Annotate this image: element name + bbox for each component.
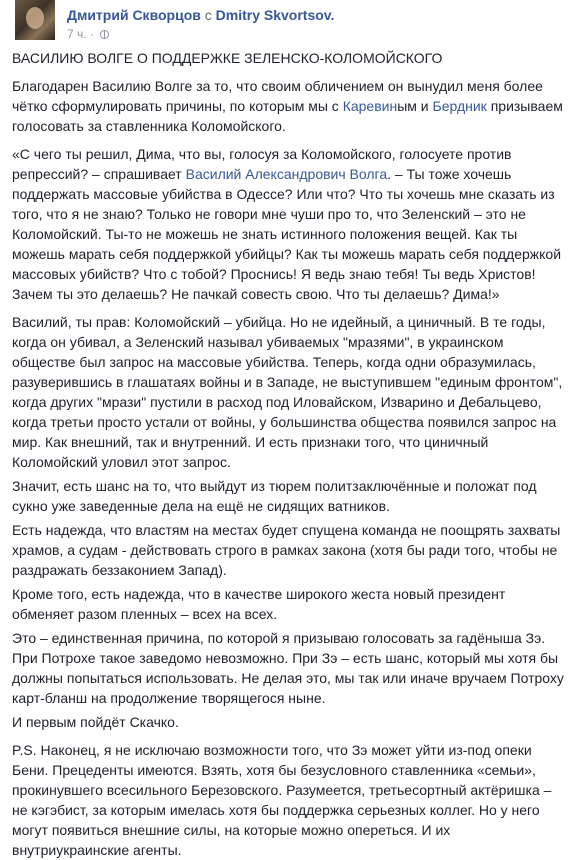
mention-link-karevin[interactable]: Каревин — [342, 98, 398, 114]
post-timestamp[interactable]: 7 ч. — [67, 27, 87, 41]
mention-link-volga[interactable]: Василий Александрович Волга — [185, 166, 388, 182]
intro-text-c: призываем голосовать за ставленника Коломойского. — [12, 98, 563, 134]
intro-text-a: Благодарен Василию Волге за то, что своим обличением он вынудил меня более чётко сформулировать причины, по которым мы с — [12, 78, 543, 114]
post-title: ВАСИЛИЮ ВОЛГЕ О ПОДДЕРЖКЕ ЗЕЛЕНСКО-КОЛОМОЙСКОГО — [12, 50, 443, 66]
paragraph-hope: Есть надежда, что властям на местах будет спущена команда не поощрять захваты храмов, а судам - действовать строго в рамках закона (хотя бы ради того, чтобы не раздражать беззаконием Запад). — [12, 522, 561, 578]
paragraph-ps: P.S. Наконец, я не исключаю возможности того, что Зэ может уйти из-под опеки Бени. Прецеденты имеются. Взять, хотя бы безусловного ставленника «семьи», прокинувшего всесильного Березовского. Разумеется, третьесортный актёришка – не кэгэбист, за которым имелась хотя бы поддержка серьезных коллег. Но у него могут появиться внешние силы, на которые можно опереться. И их внутриукраинские агенты. — [12, 742, 552, 858]
author-connector: с — [204, 7, 212, 23]
paragraph-prisoners: Значит, есть шанс на то, что выйдут из тюрем политзаключённые и положат под сукно уже заведенные дела на ещё не сидящих ватников. — [12, 478, 537, 514]
author-line — [67, 7, 334, 23]
post-meta — [67, 27, 109, 41]
paragraph-skachko: И первым пойдёт Скачко. — [12, 714, 179, 730]
intro-text-b: ым и — [397, 98, 433, 114]
paragraph-reply: Василий, ты прав: Коломойский – убийца. Но не идейный, а циничный. В те годы, когда он убивал, а Зеленский называл убиваемых "мразями", в украинском обществе был запрос на массовые убийства. Теперь, когда одни образумилась, разуверившись в глашатаях войны и в Западе, не выступившем "единым фронтом", когда других "мрази" пустили в расход под Иловайском, Изварино и Дебальцево, когда третьи просто устали от войны, у большинства общества появился запрос на мир. Как внешний, так и внутренний. И есть признаки того, что циничный Коломойский уловил этот запрос. — [12, 314, 563, 470]
paragraph-quote — [12, 144, 569, 304]
post-body — [11, 48, 569, 860]
mention-link-berdnik[interactable]: Бердник — [432, 98, 487, 114]
quote-text-a: «С чего ты решил, Дима, что вы, голосуя за Коломойского, голосуете против репрессий? – спрашивает — [12, 146, 512, 182]
tagged-author-link[interactable]: Dmitry Skvortsov. — [215, 7, 335, 23]
quote-text-b: . – Ты тоже хочешь поддержать массовые убийства в Одессе? Или что? Что ты хочешь мне сказать из того, что я не знаю? Только не говори мне чуши про то, что Зеленский – это не Коломойский. Ты-то не можешь не знать истинного положения вещей. Как ты можешь марать себя поддержкой убийцы? Как ты можешь марать себя поддержкой массовых убийств? Что с тобой? Проснись! Я ведь знаю тебя! Ты ведь Христов! Зачем ты это делаешь? Не пачкай совесть свою. Что ты делаешь? Дима!» — [12, 166, 562, 302]
globe-icon[interactable] — [100, 30, 109, 39]
avatar[interactable] — [15, 0, 55, 40]
paragraph-reason: Это – единственная причина, по которой я призываю голосовать за гадёныша Зэ. При Потрохе такое заведомо невозможно. При Зэ – есть шанс, который мы хотя бы должны попытаться использовать. Не делая это, мы так или иначе вручаем Потроху карт-бланш на продолжение творящегося ныне. — [12, 630, 564, 706]
paragraph-intro — [12, 76, 569, 136]
meta-separator: · — [89, 27, 94, 41]
author-name-link[interactable]: Дмитрий Скворцов — [67, 7, 201, 23]
post-header — [11, 0, 569, 48]
paragraph-exchange: Кроме того, есть надежда, что в качестве широкого жеста новый президент обменяет разом пленных – всех на всех. — [12, 586, 506, 622]
